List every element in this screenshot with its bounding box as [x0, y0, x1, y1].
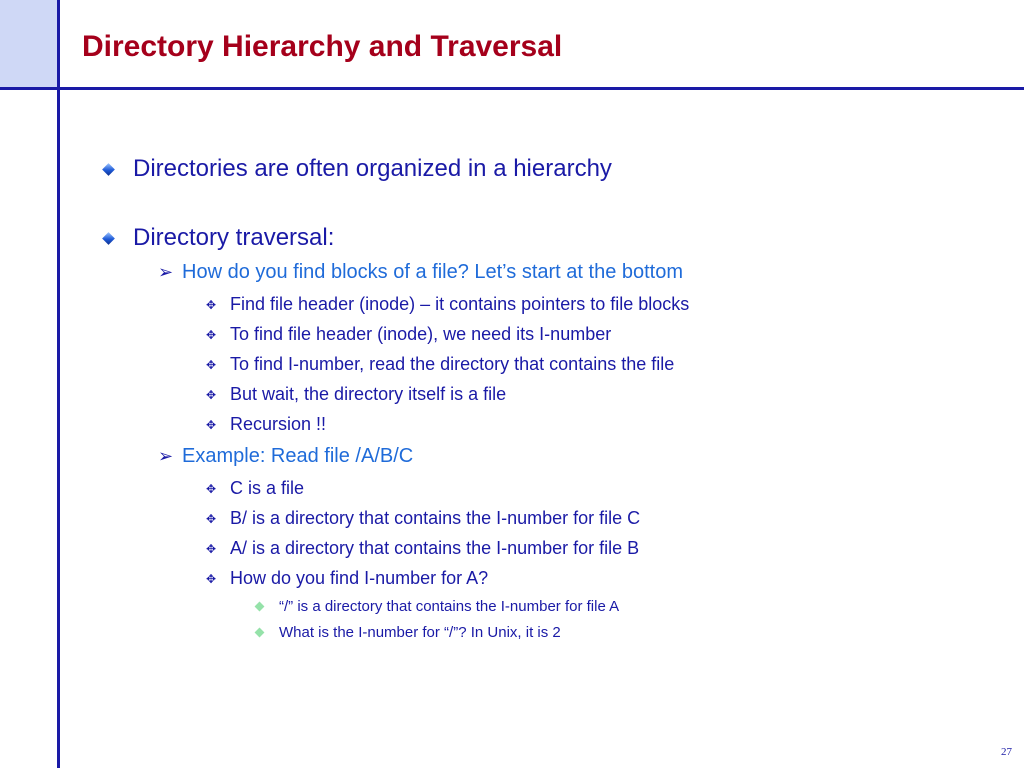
bullet-text: Example: Read file /A/B/C — [182, 445, 414, 467]
bullet-item — [104, 224, 334, 252]
bullet-item — [256, 598, 619, 615]
green-diamond-bullet-icon — [255, 628, 265, 638]
four-point-star-bullet-icon: ✥ — [206, 327, 217, 342]
bullet-item — [206, 538, 639, 559]
four-point-star-bullet-icon: ✥ — [206, 541, 217, 556]
four-point-star-bullet-icon: ✥ — [206, 417, 217, 432]
bullet-item — [256, 624, 561, 641]
bullet-item — [206, 354, 674, 375]
bullet-item — [158, 261, 683, 284]
four-point-star-bullet-icon: ✥ — [206, 387, 217, 402]
bullet-text: B/ is a directory that contains the I-number for file C — [230, 508, 641, 528]
bullet-text: A/ is a directory that contains the I-number for file B — [230, 538, 640, 558]
blue-diamond-bullet-icon — [102, 232, 115, 245]
bullet-item — [206, 384, 506, 405]
slide-title: Directory Hierarchy and Traversal — [82, 30, 563, 63]
four-point-star-bullet-icon: ✥ — [206, 357, 217, 372]
bullet-item — [206, 568, 488, 589]
arrow-bullet-icon: ➢ — [158, 262, 174, 282]
bullet-item — [206, 508, 640, 529]
four-point-star-bullet-icon: ✥ — [206, 297, 217, 312]
bullet-text: To find file header (inode), we need its I-number — [230, 324, 612, 344]
bullet-text: How do you find blocks of a file? Let’s start at the bottom — [182, 261, 684, 283]
bullet-item — [206, 294, 689, 315]
bullet-text: What is the I-number for “/”? In Unix, it is 2 — [279, 624, 561, 641]
four-point-star-bullet-icon: ✥ — [206, 481, 217, 496]
bullet-text: Directories are often organized in a hierarchy — [133, 155, 612, 182]
bullet-text: To find I-number, read the directory that contains the file — [230, 354, 675, 374]
bullet-item — [104, 155, 612, 183]
bullet-text: How do you find I-number for A? — [230, 568, 489, 588]
arrow-bullet-icon: ➢ — [158, 446, 174, 466]
bullet-text: “/” is a directory that contains the I-number for file A — [279, 598, 620, 615]
blue-diamond-bullet-icon — [102, 163, 115, 176]
four-point-star-bullet-icon: ✥ — [206, 511, 217, 526]
bullet-item — [206, 324, 611, 345]
bullet-text: Find file header (inode) – it contains pointers to file blocks — [230, 294, 690, 314]
bullet-item — [206, 478, 304, 499]
bullet-text: Directory traversal: — [133, 224, 335, 251]
four-point-star-bullet-icon: ✥ — [206, 571, 217, 586]
bullet-text: But wait, the directory itself is a file — [230, 384, 507, 404]
bullet-item — [158, 445, 413, 468]
bullet-item — [206, 414, 326, 435]
bullet-text: C is a file — [230, 478, 305, 498]
green-diamond-bullet-icon — [255, 602, 265, 612]
bullet-text: Recursion !! — [230, 414, 327, 434]
page-number: 27 — [1001, 746, 1012, 758]
